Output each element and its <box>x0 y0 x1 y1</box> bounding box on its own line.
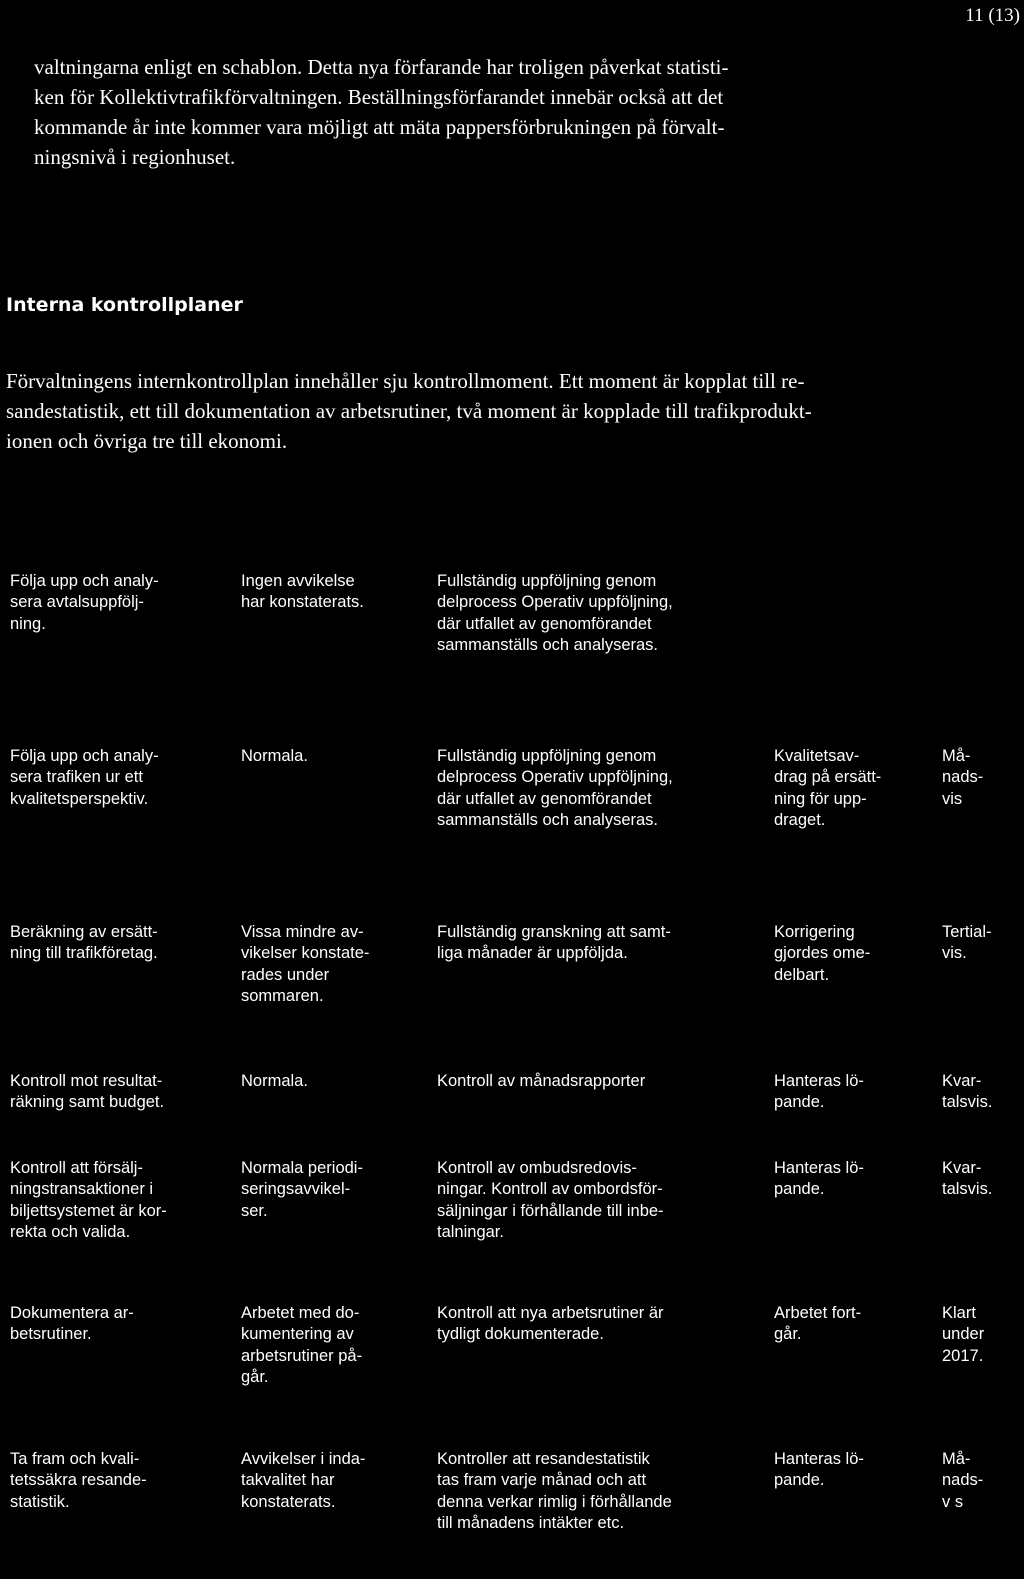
table-row <box>0 571 1024 701</box>
cell-line: säljningar i förhållande till inbe- <box>437 1201 664 1220</box>
control-method-cell <box>437 571 767 656</box>
cell-line: delprocess Operativ uppföljning, <box>437 593 673 612</box>
cell-line: kvalitetsperspektiv. <box>10 789 149 808</box>
cell-line: Fullständig uppföljning genom <box>437 747 657 765</box>
cell-line: Hanteras lö- <box>774 1450 864 1468</box>
frequency-cell <box>942 1449 1022 1513</box>
cell-line: 2017. <box>942 1346 984 1365</box>
cell-line: pande. <box>774 1180 825 1199</box>
cell-line: Må- <box>942 1450 971 1468</box>
cell-line: Hanteras lö- <box>774 1159 864 1177</box>
cell-line: talsvis. <box>942 1093 993 1112</box>
cell-line: denna verkar rimlig i förhållande <box>437 1492 672 1511</box>
action-cell <box>774 1303 934 1346</box>
page-number: 11 (13) <box>965 5 1020 26</box>
cell-line: Arbetet med do- <box>241 1304 360 1322</box>
cell-line: till månadens intäkter etc. <box>437 1513 625 1532</box>
deviation-cell <box>241 571 426 614</box>
cell-line: Följa upp och analy- <box>10 572 159 590</box>
cell-line: Kontroller att resandestatistik <box>437 1450 650 1468</box>
intro-line: valtningarna enligt en schablon. Detta nya förfarande har troligen påverkat statisti- <box>34 55 729 79</box>
intro-line: kommande år inte kommer vara möjligt att mäta pappersförbrukningen på förvalt- <box>34 115 725 139</box>
action-cell <box>774 1449 934 1492</box>
cell-line: talningar. <box>437 1222 504 1241</box>
cell-line: Klart <box>942 1304 976 1322</box>
cell-line: Normala. <box>241 747 308 765</box>
cell-line: konstaterats. <box>241 1492 336 1511</box>
cell-line: gjordes ome- <box>774 944 871 963</box>
cell-line: drag på ersätt- <box>774 768 882 787</box>
cell-line: v s <box>942 1492 964 1511</box>
control-method-cell <box>437 922 767 965</box>
control-moment-cell <box>10 1449 230 1513</box>
cell-line: liga månader är uppföljda. <box>437 944 628 963</box>
cell-line: betsrutiner. <box>10 1325 92 1344</box>
action-cell <box>774 1071 934 1114</box>
cell-line: ning. <box>10 614 46 633</box>
cell-line: Normala. <box>241 1072 308 1090</box>
cell-line: Kontroll att försälj- <box>10 1159 143 1177</box>
cell-line: kumentering av <box>241 1325 354 1344</box>
cell-line: pande. <box>774 1093 825 1112</box>
control-method-cell <box>437 1071 767 1092</box>
action-cell <box>774 1158 934 1201</box>
cell-line: ning till trafikföretag. <box>10 944 158 963</box>
cell-line: där utfallet av genomförandet <box>437 614 652 633</box>
cell-line: går. <box>241 1367 269 1386</box>
cell-line: Normala periodi- <box>241 1159 363 1177</box>
table-row <box>0 1158 1024 1288</box>
deviation-cell <box>241 1449 426 1513</box>
cell-line: Kontroll av månadsrapporter <box>437 1072 646 1090</box>
intro-line: ningsnivå i regionhuset. <box>34 145 236 169</box>
cell-line: Vissa mindre av- <box>241 923 364 941</box>
cell-line: rades under <box>241 965 330 984</box>
cell-line: vis <box>942 789 963 808</box>
paragraph-line: sandestatistik, ett till dokumentation av arbetsrutiner, två moment är kopplade till trafikprodukt- <box>6 399 812 423</box>
cell-line: Ingen avvikelse <box>241 572 355 590</box>
cell-line: Kontroll att nya arbetsrutiner är <box>437 1304 664 1322</box>
cell-line: sommaren. <box>241 986 324 1005</box>
cell-line: Följa upp och analy- <box>10 747 159 765</box>
frequency-cell <box>942 1303 1022 1367</box>
cell-line: Kontroll av ombudsredovis- <box>437 1159 637 1177</box>
cell-line: seringsavvikel- <box>241 1180 351 1199</box>
cell-line: ning för upp- <box>774 789 867 808</box>
cell-line: ser. <box>241 1201 268 1220</box>
paragraph-line: Förvaltningens internkontrollplan innehåller sju kontrollmoment. Ett moment är kopplat till re- <box>6 369 805 393</box>
paragraph-line: ionen och övriga tre till ekonomi. <box>6 429 288 453</box>
action-cell <box>774 746 934 831</box>
deviation-cell <box>241 1071 426 1092</box>
frequency-cell <box>942 1158 1022 1201</box>
cell-line: Kvalitetsav- <box>774 747 860 765</box>
cell-line: Hanteras lö- <box>774 1072 864 1090</box>
cell-line: tydligt dokumenterade. <box>437 1325 604 1344</box>
deviation-cell <box>241 1303 426 1388</box>
cell-line: biljettsystemet är kor- <box>10 1201 167 1220</box>
cell-line: Fullständig granskning att samt- <box>437 923 671 941</box>
section-heading: Interna kontrollplaner <box>6 294 243 316</box>
cell-line: sera avtalsuppfölj- <box>10 593 144 612</box>
cell-line: under <box>942 1325 985 1344</box>
cell-line: Må- <box>942 747 971 765</box>
control-moment-cell <box>10 571 230 635</box>
action-cell <box>774 922 934 986</box>
cell-line: räkning samt budget. <box>10 1093 165 1112</box>
cell-line: vis. <box>942 944 967 963</box>
table-row <box>0 922 1024 1052</box>
cell-line: vikelser konstate- <box>241 944 370 963</box>
control-moment-cell <box>10 746 230 810</box>
cell-line: sera trafiken ur ett <box>10 768 143 787</box>
cell-line: nads- <box>942 768 984 787</box>
control-method-cell <box>437 1449 767 1534</box>
table-row <box>0 1303 1024 1433</box>
cell-line: delbart. <box>774 965 830 984</box>
cell-line: Tertial- <box>942 923 992 941</box>
table-row <box>0 1449 1024 1579</box>
cell-line: Kvar- <box>942 1072 982 1090</box>
cell-line: rekta och valida. <box>10 1222 131 1241</box>
control-method-cell <box>437 1158 767 1243</box>
control-method-cell <box>437 1303 767 1346</box>
deviation-cell <box>241 746 426 767</box>
control-moment-cell <box>10 1071 230 1114</box>
cell-line: talsvis. <box>942 1180 993 1199</box>
cell-line: har konstaterats. <box>241 593 364 612</box>
cell-line: Dokumentera ar- <box>10 1304 134 1322</box>
table-row <box>0 746 1024 876</box>
cell-line: takvalitet har <box>241 1471 335 1490</box>
cell-line: ningstransaktioner i <box>10 1180 154 1199</box>
frequency-cell <box>942 922 1022 965</box>
control-moment-cell <box>10 922 230 965</box>
cell-line: delprocess Operativ uppföljning, <box>437 768 673 787</box>
cell-line: Korrigering <box>774 923 855 941</box>
cell-line: draget. <box>774 810 826 829</box>
cell-line: tetssäkra resande- <box>10 1471 147 1490</box>
cell-line: går. <box>774 1325 802 1344</box>
frequency-cell <box>942 746 1022 810</box>
cell-line: sammanställs och analyseras. <box>437 810 659 829</box>
cell-line: Kontroll mot resultat- <box>10 1072 163 1090</box>
cell-line: Kvar- <box>942 1159 982 1177</box>
cell-line: statistik. <box>10 1492 70 1511</box>
control-method-cell <box>437 746 767 831</box>
cell-line: ningar. Kontroll av ombordsför- <box>437 1180 663 1199</box>
cell-line: arbetsrutiner på- <box>241 1346 363 1365</box>
cell-line: sammanställs och analyseras. <box>437 635 659 654</box>
cell-line: Avvikelser i inda- <box>241 1450 366 1468</box>
cell-line: Ta fram och kvali- <box>10 1450 140 1468</box>
cell-line: Beräkning av ersätt- <box>10 923 158 941</box>
section-paragraph <box>6 366 1016 456</box>
cell-line: där utfallet av genomförandet <box>437 789 652 808</box>
deviation-cell <box>241 1158 426 1222</box>
intro-line: ken för Kollektivtrafikförvaltningen. Beställningsförfarandet innebär också att det <box>34 85 724 109</box>
cell-line: Fullständig uppföljning genom <box>437 572 657 590</box>
cell-line: nads- <box>942 1471 984 1490</box>
cell-line: tas fram varje månad och att <box>437 1471 647 1490</box>
cell-line: pande. <box>774 1471 825 1490</box>
control-moment-cell <box>10 1303 230 1346</box>
cell-line: Arbetet fort- <box>774 1304 862 1322</box>
intro-paragraph <box>34 52 924 172</box>
deviation-cell <box>241 922 426 1007</box>
frequency-cell <box>942 1071 1022 1114</box>
control-moment-cell <box>10 1158 230 1243</box>
